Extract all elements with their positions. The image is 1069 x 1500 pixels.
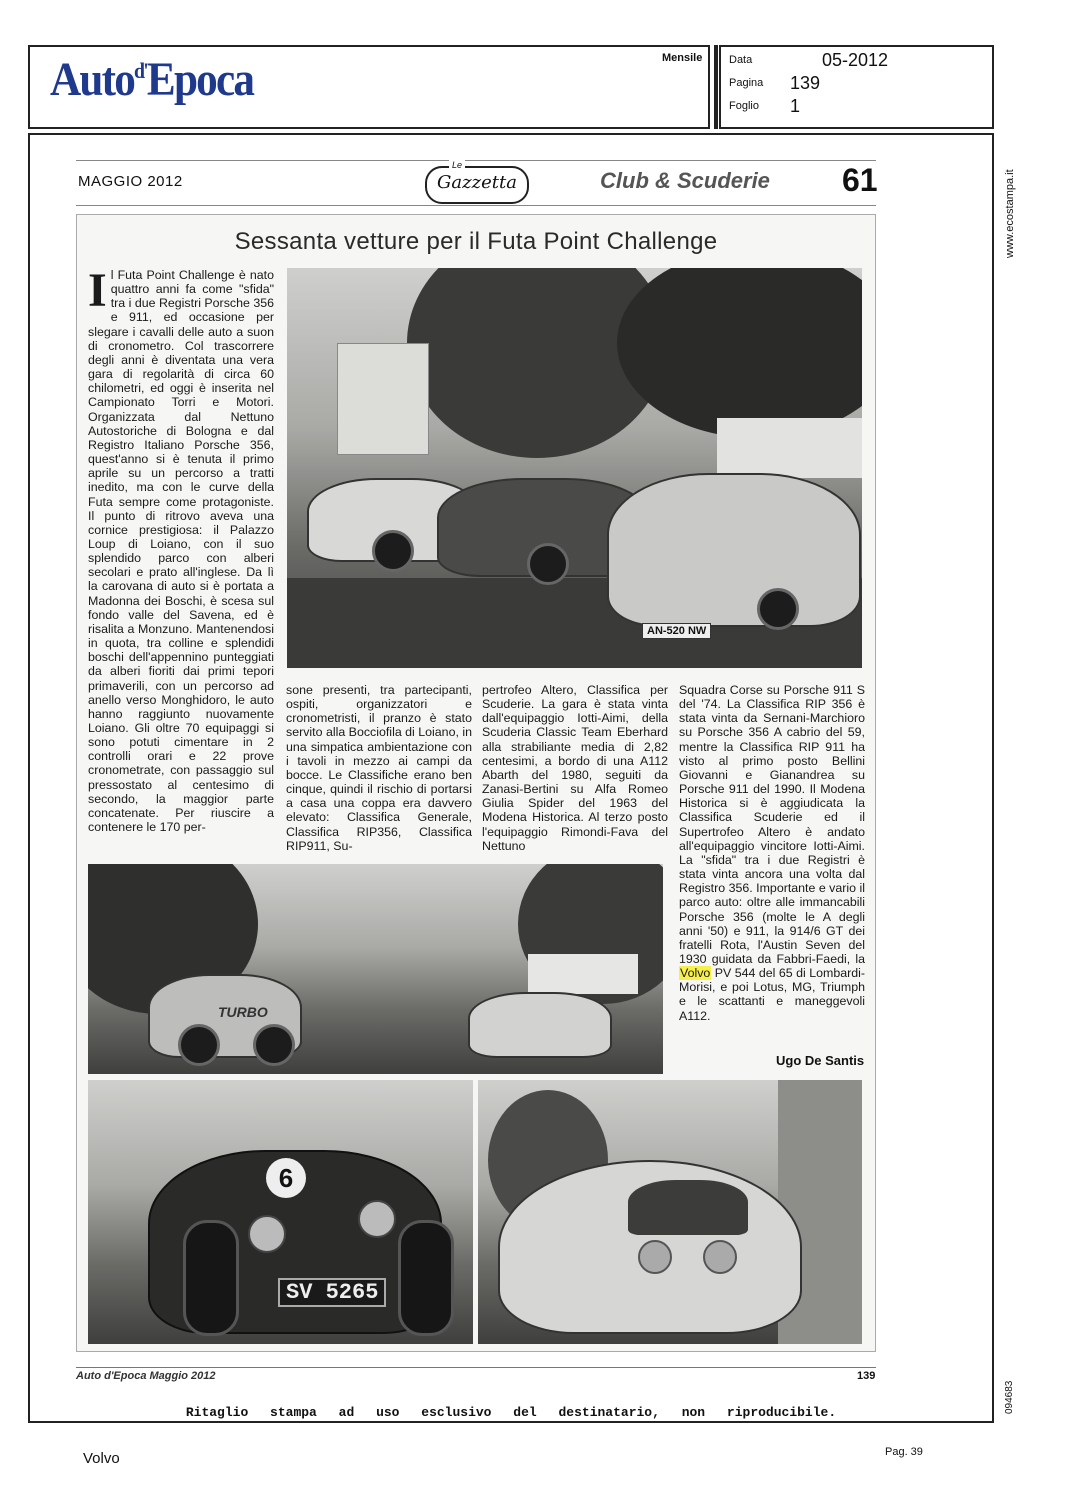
wheel-shape [527,543,569,585]
wheel-shape [183,1220,239,1336]
license-plate: SV 5265 [278,1278,386,1307]
meta-label-foglio: Foglio [729,100,759,112]
wheel-shape [253,1024,295,1066]
license-plate: AN-520 NW [642,623,711,639]
side-url: www.ecostampa.it [1004,169,1016,258]
wheel-shape [398,1220,454,1336]
section-title: Club & Scuderie [600,168,770,193]
race-number: 6 [266,1158,306,1198]
wheel-shape [372,530,414,572]
photo-porsche-coupe [478,1080,862,1344]
headlamp [638,1240,672,1274]
meta-value-data: 05-2012 [822,50,889,70]
side-code: 094683 [1004,1380,1015,1414]
highlight-volvo: Volvo [680,966,711,981]
meta-value-pagina: 139 [790,73,821,93]
photo-vintage-racer [88,1080,473,1344]
tent [528,954,638,994]
tent [717,418,862,478]
photo-cars-in-park [287,268,862,668]
headlamp [358,1200,396,1238]
issue-date: MAGGIO 2012 [78,173,183,190]
header-divider [714,45,718,129]
villa-building [337,343,429,455]
article-column-2: sone presenti, tra partecipanti, ospiti, organizzatori e cronometristi, il pranzo è stato servito alla Bocciofila di Loiano, in una simpatica ambientazione con i tavoli in mezzo ai campi da bocce. Le Classifiche erano ben cinque, quindi il rischio di portarsi a casa una coppa era davvero elevato: Classifica Generale, Classifica RIP356, Classifica RIP911, Su- [286,683,472,853]
article-column-1: Il Futa Point Challenge è nato quattro anni fa come "sfida" tra i due Registri Porsche 356 e 911, ed occasione per slegare i cavalli delle auto a suon di cronometro. Col trascorrere degli anni è diventata una vera gara di regolarità di circa 60 chilometri, ed oggi è inserita nel Campionato Torri e Motori. Organizzata dal Nettuno Autostoriche di Bologna e dal Registro Italiano Porsche 356, quest'anno si è tenuta il primo aprile su un percorso a tratti inedito, ma con le curve della Futa sempre come protagoniste. Il punto di ritrovo aveva una cornice prestigiosa: il Palazzo Loup di Loiano, con il suo splendido parco con alberi secolari e prato all'inglese. Da lì la carovana di auto si è portata a Madonna dei Boschi, è scesa sul fondo valle del Savena, ed è risalita a Monzuno. Mantenendosi in quota, tra colline e splendidi boschi dell'appennino punteggiati da alberi fioriti dai primi tepori primaverili, con un percorso ad anello verso Monghidoro, le auto hanno raggiunto nuovamente Loiano. Gli oltre 70 equipaggi si sono potuti cimentare in 2 controlli orari e 22 prove cronometrate, con passaggio sul pressostato al centesimo di secondo, la maggior parte concatenate. Per riuscire a contenere le 170 per- [88,264,274,835]
meta-label-pagina: Pagina [729,77,764,89]
tree-shape [617,268,862,438]
masthead-small: Le [449,160,465,170]
footer-rule [76,1367,876,1368]
article-title: Sessanta vetture per il Futa Point Challenge [234,228,718,255]
masthead-gazzetta: Gazzetta [425,166,529,204]
turbo-lettering: TURBO [218,1004,268,1020]
headlamp [703,1240,737,1274]
headlamp [248,1215,286,1253]
car-shape [468,992,612,1058]
page-footer-number: Pag. 39 [885,1446,923,1458]
windshield [628,1180,748,1235]
meta-value-foglio: 1 [790,96,801,116]
article-column-4: Squadra Corse su Porsche 911 S del '74. La Classifica RIP 356 è stata vinta da Sernani-Marchioro su Porsche 356 A cabrio del 59, mentre la Classifica RIP 911 ha visto al primo posto Bellini Giovanni e Gianandrea su Porsche 911 del 1990. Il Modena Historica si è aggiudicata la Classifica Scuderie ed il Supertrofeo Altero è andato all'equipaggio vincitore Iotti-Aimi. La "sfida" tra i due Registri è stata vinta ancora una volta dal Registro 356. Importante e vario il parco auto: oltre alle immancabili Porsche 356 (molte le A degli anni '50) e 911, la 914/6 GT dei fratelli Rota, l'Austin Seven del 1930 guidata da Fabbri-Faedi, la Volvo PV 544 del 65 di Lombardi-Morisi, e poi Lotus, MG, Triumph e le scattanti e maneggevoli A112. [679,683,865,1023]
magazine-footer-left: Auto d'Epoca Maggio 2012 [76,1370,216,1382]
clip-notice: Ritaglio stampa ad uso esclusivo del destinatario, non riproducibile. [185,1405,837,1420]
drop-cap: I [88,264,107,317]
publication-logo: Auto$^{d'}$Epoca [50,53,254,106]
meta-label-data: Data [729,54,753,66]
photo-turbo-car [88,864,663,1074]
page-footer-tag: Volvo [83,1450,120,1467]
wheel-shape [178,1024,220,1066]
magazine-page-number: 61 [842,162,878,198]
top-rule-bottom [76,205,876,206]
top-rule [76,160,876,161]
wheel-shape [757,588,799,630]
frequency-label: Mensile [662,52,703,64]
magazine-footer-page: 139 [857,1370,876,1382]
car-shape [607,473,861,627]
author-signature: Ugo De Santis [776,1053,865,1068]
article-column-3: pertrofeo Altero, Classifica per Scuderie. La gara è stata vinta dall'equipaggio Iotti-Aimi, della Scuderia Classic Team Eberhard alla strabiliante media di 2,82 centesimi, a bordo di una A112 Abarth del 1980, seguiti da Zanasi-Bertini su Alfa Romeo Giulia Spider del 1963 del Modena Historica. Al terzo posto l'equipaggio Rimondi-Fava del Nettuno [482,683,668,853]
